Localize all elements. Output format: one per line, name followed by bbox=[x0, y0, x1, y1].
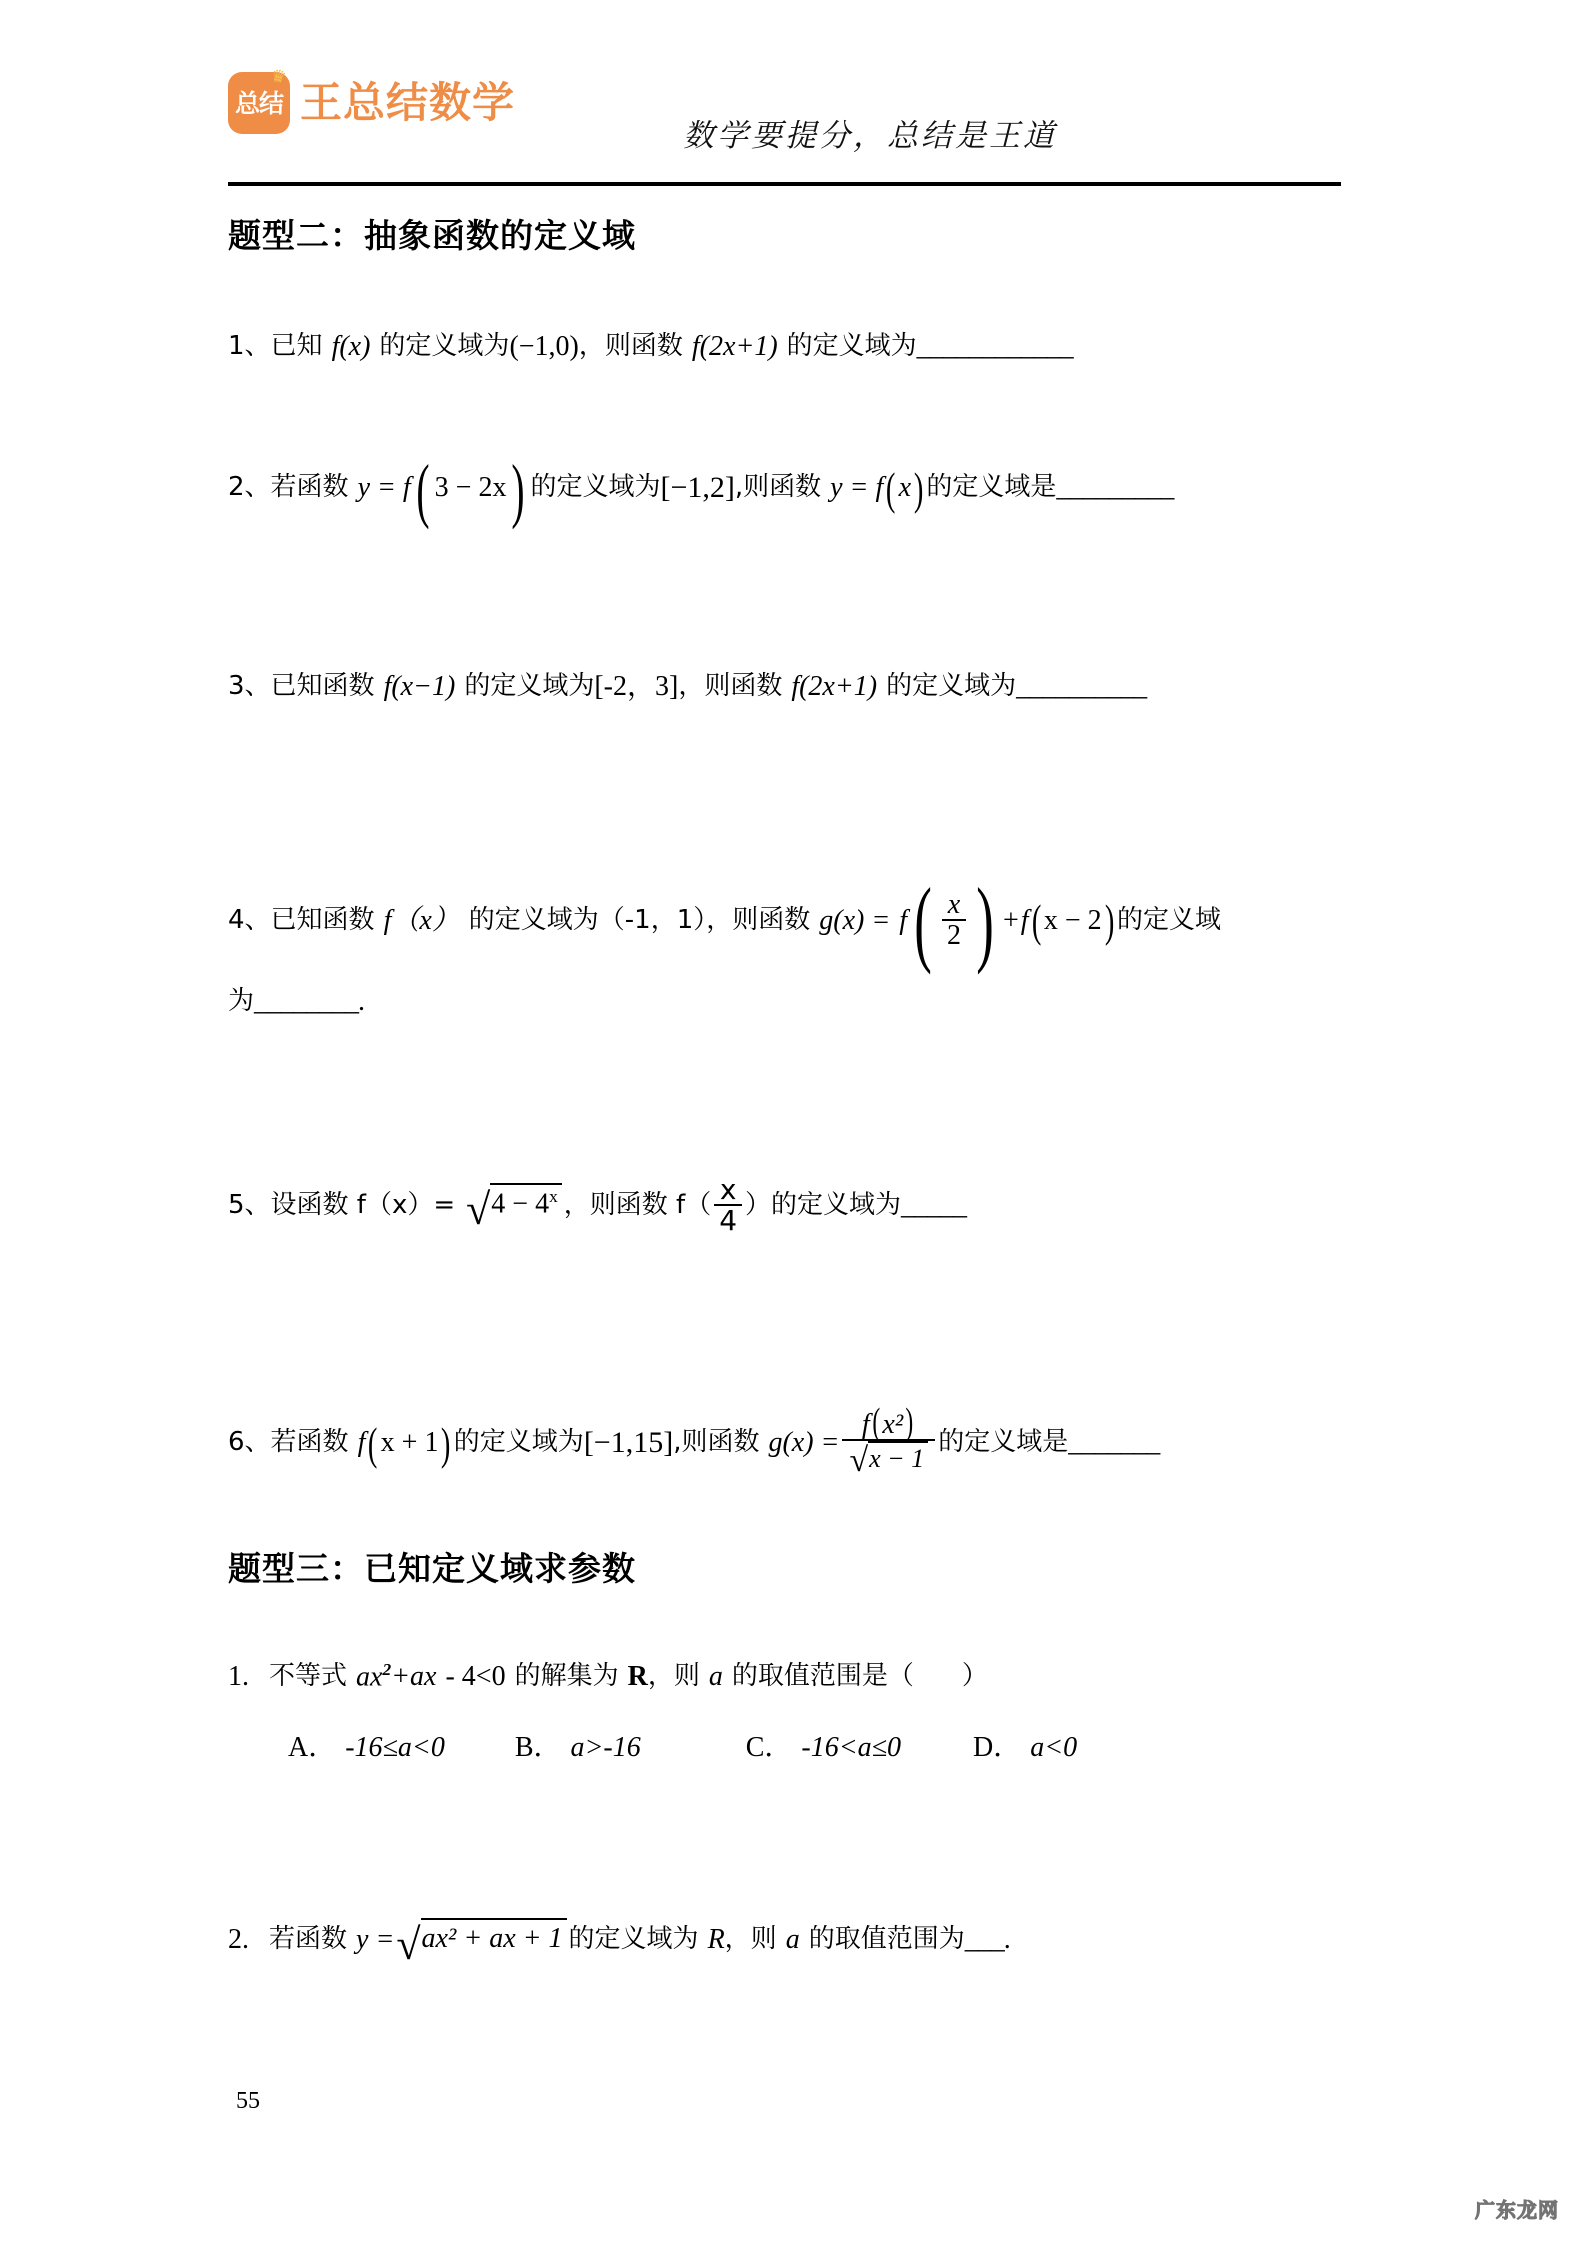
option-c-label: C． bbox=[745, 1732, 793, 1763]
variable-a: a bbox=[708, 1661, 723, 1693]
q-text-2: 的定义域为 bbox=[530, 472, 661, 503]
radicand-base: 4 − 4 bbox=[491, 1188, 550, 1220]
question-3-2 bbox=[228, 1918, 1011, 1969]
option-d[interactable] bbox=[973, 1725, 1077, 1765]
radical-sign: √ bbox=[396, 1920, 421, 1969]
fraction-denominator bbox=[842, 1439, 935, 1480]
q-number: 1、 bbox=[228, 331, 271, 362]
q-line2-suffix: . bbox=[358, 986, 366, 1017]
option-a[interactable] bbox=[288, 1725, 445, 1765]
q-expr-arg: 3 − 2x bbox=[434, 472, 507, 504]
q-text-2: 的定义域为（-1，1），则函数 bbox=[468, 904, 811, 935]
q-expr-ineq: - 4<0 bbox=[445, 1661, 506, 1693]
q-interval: [-2，3] bbox=[594, 671, 679, 702]
question-2-1 bbox=[228, 330, 1073, 364]
q-expr-fx: f（x） bbox=[383, 904, 460, 936]
question-2-6: 6、 若函数 f ( x + 1 ) 的定义域为 [−1,15] ,则函数 g(x) = f(x²) √ x − 1 的定义域是 _______ bbox=[228, 1401, 1160, 1480]
q-text-3: ,则函数 bbox=[734, 472, 822, 503]
q-text-4: 的定义域是 bbox=[926, 472, 1057, 503]
q-text-2: 的定义域为 bbox=[568, 1924, 699, 1955]
radical-sign: √ bbox=[849, 1442, 869, 1480]
answer-blank[interactable]: __________ bbox=[1016, 671, 1147, 702]
q-expr-f2: f bbox=[1020, 904, 1029, 936]
q-expr-y: y = bbox=[356, 1924, 395, 1956]
option-b[interactable] bbox=[515, 1725, 641, 1765]
q-text-4: 的定义域为 bbox=[786, 331, 917, 362]
q-interval: [−1,2] bbox=[660, 471, 735, 504]
q-expr-plus-ax: +ax bbox=[391, 1661, 437, 1693]
q-text-2: 的定义域为 bbox=[453, 1427, 584, 1458]
q-text-2: ，则函数 f（ bbox=[563, 1189, 712, 1220]
q-text-3: ，则函数 bbox=[578, 331, 683, 362]
q-text: 已知 bbox=[270, 331, 323, 362]
question-2-4: 4、 已知函数 f（x） 的定义域为（-1，1），则函数 g(x) = f ( $\frac{x}{2}$ ) + f ( x − 2 ) 的定义域 bbox=[228, 868, 1221, 976]
answer-blank[interactable]: ___ bbox=[964, 1924, 1004, 1956]
q-text: 已知函数 bbox=[270, 671, 375, 702]
q-expr-fx: f(x) bbox=[331, 331, 371, 362]
answer-blank[interactable]: ____________ bbox=[916, 331, 1073, 362]
radicand: ax² + ax + 1 bbox=[421, 1918, 567, 1962]
set-R-symbol: R bbox=[707, 1924, 725, 1956]
q-expr-fx1: f(x−1) bbox=[383, 671, 456, 702]
q-expr-f2x1: f(2x+1) bbox=[791, 671, 878, 702]
fraction-f-over-sqrt bbox=[842, 1401, 935, 1480]
option-b-value: a>-16 bbox=[570, 1732, 641, 1763]
q-text-4: 的定义域为 bbox=[886, 671, 1017, 702]
q-number: 2. bbox=[228, 1924, 249, 1956]
q-expr-f2-arg: x − 2 bbox=[1043, 904, 1102, 936]
fraction-numerator: x bbox=[719, 1173, 737, 1206]
q-number: 3、 bbox=[228, 671, 271, 702]
watermark: 广东龙网 bbox=[1475, 2198, 1559, 2222]
answer-blank[interactable]: ________ bbox=[254, 986, 359, 1017]
header-divider bbox=[228, 182, 1341, 186]
logo-wordmark: 王总结数学 bbox=[300, 78, 516, 127]
q-line2-prefix: 为 bbox=[228, 986, 255, 1017]
q-expr-f2x1: f(2x+1) bbox=[691, 331, 778, 362]
q-expr-f1: f bbox=[899, 904, 908, 936]
q-expr-ax bbox=[356, 1660, 391, 1694]
q-text: 已知函数 bbox=[270, 904, 375, 935]
fraction-denominator: 4 bbox=[714, 1204, 742, 1235]
logo-badge-icon bbox=[228, 65, 290, 134]
numerator-arg: x² bbox=[882, 1409, 904, 1440]
q-text-4: 的取值范围为 bbox=[808, 1924, 965, 1955]
q-text-5: ） bbox=[961, 1661, 988, 1692]
plus-operator: + bbox=[1002, 904, 1019, 936]
q-text-3: ，则函数 bbox=[678, 671, 783, 702]
page-header bbox=[228, 62, 1338, 182]
q-number: 4、 bbox=[228, 904, 271, 935]
q-text: 不等式 bbox=[269, 1661, 348, 1692]
brand-logo bbox=[228, 65, 516, 134]
q-text-3: ，则 bbox=[647, 1661, 700, 1692]
q-text: 若函数 bbox=[270, 472, 349, 503]
expr-base: ax bbox=[356, 1661, 383, 1693]
section-heading-3: 题型三：已知定义域求参数 bbox=[228, 1549, 636, 1588]
q-number: 5、 bbox=[228, 1189, 271, 1220]
square-root-icon bbox=[849, 1441, 928, 1480]
radicand-exponent: x bbox=[549, 1187, 558, 1207]
fraction-x-over-4 bbox=[714, 1175, 742, 1236]
answer-blank[interactable]: _______ bbox=[1068, 1426, 1160, 1458]
q-text: 若函数 bbox=[269, 1924, 348, 1955]
q-text: 若函数 bbox=[270, 1427, 349, 1458]
q-number: 2、 bbox=[228, 472, 271, 503]
header-tagline: 数学要提分，总结是王道 bbox=[683, 118, 1057, 153]
q-text-3: ）的定义域为 bbox=[745, 1189, 902, 1220]
question-2-3 bbox=[228, 670, 1146, 704]
q-text: 设函数 f（x）= bbox=[270, 1189, 456, 1220]
question-2-4-line2 bbox=[228, 985, 365, 1019]
fraction-x-over-2 bbox=[942, 890, 966, 951]
square-root-icon bbox=[466, 1183, 562, 1235]
option-d-value: a<0 bbox=[1030, 1732, 1078, 1763]
square-root-icon bbox=[396, 1918, 566, 1969]
q-period: . bbox=[1003, 1924, 1011, 1956]
q-expr-rhs: y = f bbox=[830, 472, 884, 504]
question-3-1 bbox=[228, 1660, 988, 1694]
q-interval: (−1,0) bbox=[509, 331, 579, 362]
option-a-label: A． bbox=[288, 1732, 337, 1763]
radicand bbox=[490, 1183, 561, 1227]
section-heading-2: 题型二：抽象函数的定义域 bbox=[228, 216, 636, 255]
numerator-f: f bbox=[861, 1409, 870, 1440]
q-text-4: 的取值范围是（ bbox=[731, 1661, 914, 1692]
answer-blank[interactable]: _________ bbox=[1056, 472, 1174, 504]
q-text-4: 的定义域是 bbox=[938, 1427, 1069, 1458]
q-expr-rhs-arg: x bbox=[898, 472, 911, 504]
page-number: 55 bbox=[236, 2088, 260, 2114]
q-number: 1. bbox=[228, 1661, 249, 1693]
option-c-value: -16<a≤0 bbox=[801, 1732, 902, 1763]
q-expr-g: g(x) = bbox=[819, 904, 891, 936]
q-text-2: 的解集为 bbox=[514, 1661, 619, 1692]
q-number: 6、 bbox=[228, 1427, 271, 1458]
q-text-3: ，则 bbox=[724, 1924, 777, 1955]
q-text-2: 的定义域为 bbox=[379, 331, 510, 362]
answer-blank[interactable]: _____ bbox=[901, 1189, 967, 1221]
option-b-label: B． bbox=[514, 1732, 562, 1763]
option-a-value: -16≤a<0 bbox=[345, 1732, 445, 1763]
expr-exponent: 2 bbox=[382, 1660, 392, 1679]
fraction-denominator: 2 bbox=[942, 919, 966, 950]
fraction-numerator: x bbox=[947, 889, 961, 920]
option-d-label: D． bbox=[973, 1732, 1022, 1763]
set-R-symbol: R bbox=[627, 1661, 648, 1693]
q-expr-lhs: y = f bbox=[357, 472, 411, 504]
q-expr-g: g(x) = bbox=[768, 1426, 840, 1458]
q-expr-f-arg: x + 1 bbox=[380, 1426, 439, 1458]
q-expr-f: f bbox=[357, 1426, 366, 1458]
logo-badge-text: 总结 bbox=[234, 88, 283, 118]
q-text-2: 的定义域为 bbox=[464, 671, 595, 702]
question-2-5 bbox=[228, 1175, 966, 1236]
crown-icon: ♛ bbox=[268, 65, 288, 88]
answer-options bbox=[288, 1725, 1077, 1765]
question-2-2: 2、 若函数 y = f ( 3 − 2x ) 的定义域为 [−1,2] ,则函数 y = f ( x ) 的定义域是 _________ bbox=[228, 450, 1174, 530]
q-text-3: 的定义域 bbox=[1116, 904, 1221, 935]
option-c[interactable] bbox=[746, 1725, 901, 1765]
q-interval: [−1,15] bbox=[583, 1425, 674, 1459]
fraction-numerator: f(x²) bbox=[861, 1401, 914, 1443]
q-text-3: ,则函数 bbox=[673, 1427, 760, 1458]
variable-a: a bbox=[785, 1924, 800, 1956]
radical-sign: √ bbox=[466, 1185, 491, 1235]
radicand: x − 1 bbox=[868, 1441, 928, 1475]
